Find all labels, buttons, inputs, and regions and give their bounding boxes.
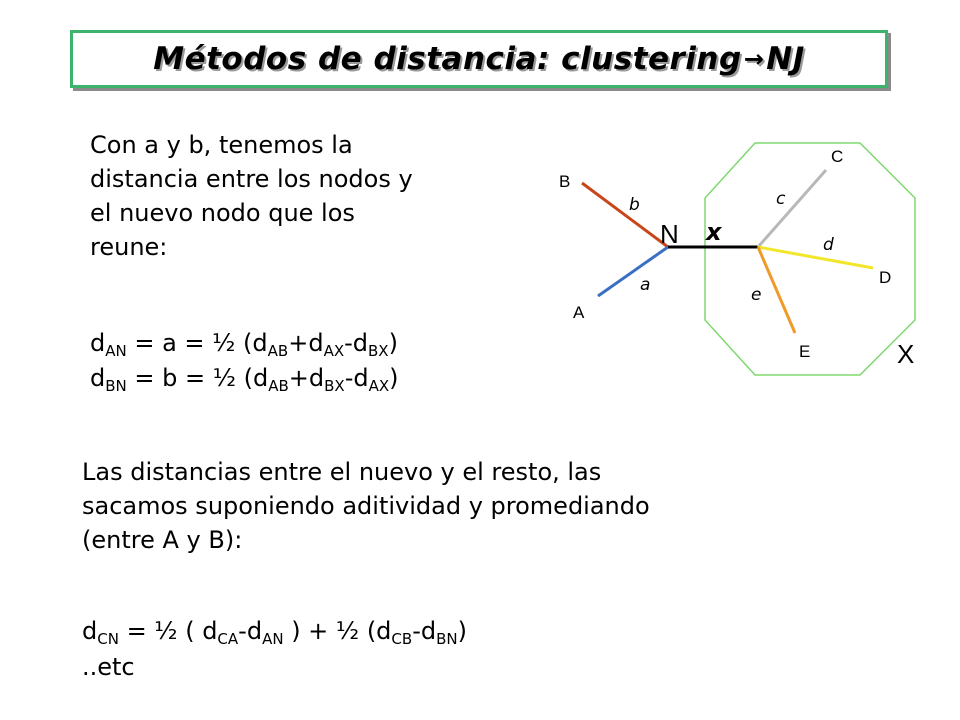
- explanation-line-3: el nuevo nodo que los: [90, 199, 355, 227]
- formula-dbn-sub-3: AX: [368, 377, 390, 395]
- cluster-x-label: X: [897, 339, 915, 369]
- formula-dcn-sub-3: CB: [391, 630, 413, 648]
- node-b-label: B: [559, 172, 571, 191]
- right-arrow-icon: →: [743, 45, 765, 73]
- formula-dan-eq: = a = ½ (d: [126, 329, 268, 357]
- etc-text: ..etc: [82, 653, 135, 681]
- formula-dan-sub-3: BX: [368, 342, 389, 360]
- formula-dan-sub-1: AB: [267, 342, 289, 360]
- node-a-label: A: [573, 303, 585, 322]
- branch-e-line: [758, 247, 795, 333]
- formula-dan-minus: -d: [344, 329, 369, 357]
- title-main: Métodos de distancia: clustering: [153, 41, 742, 77]
- formula-dbn-minus: -d: [344, 364, 369, 392]
- branch-e-label: e: [751, 285, 762, 305]
- formula-dan-sub-2: AX: [323, 342, 345, 360]
- node-c-label: C: [831, 147, 844, 166]
- formula-dbn-plus: +d: [288, 364, 325, 392]
- formula-dan-close: ): [388, 329, 398, 357]
- formula-dcn-sub-4: BN: [436, 630, 458, 648]
- formula-dbn-lhs-sub: BN: [105, 377, 127, 395]
- explanation-line-4: reune:: [90, 233, 168, 261]
- branch-b-line: [582, 183, 668, 247]
- branch-a-label: a: [640, 275, 651, 295]
- explanation-line-1: Con a y b, tenemos la: [90, 131, 353, 159]
- branch-d-label: d: [823, 235, 834, 255]
- averaging-line-2: sacamos suponiendo aditividad y promediando: [82, 492, 650, 520]
- formula-dcn-part-4: -d: [412, 617, 437, 645]
- title-suffix: NJ: [766, 41, 805, 77]
- formula-dbn-sub-1: AB: [268, 377, 289, 395]
- formula-dcn-sub-2: AN: [262, 630, 284, 648]
- formula-dcn-lhs: d: [82, 617, 98, 645]
- averaging-line-3: (entre A y B):: [82, 526, 243, 554]
- internal-node-label: N: [660, 219, 679, 249]
- formula-dcn-part-3: ) + ½ (d: [283, 617, 392, 645]
- formula-dbn-eq: = b = ½ (d: [126, 364, 269, 392]
- formula-dan-lhs-sub: AN: [105, 342, 127, 360]
- branch-c-line: [758, 170, 826, 247]
- formula-dcn-lhs-sub: CN: [97, 630, 119, 648]
- branch-b-label: b: [629, 195, 640, 215]
- branch-c-label: c: [776, 189, 786, 209]
- node-e-label: E: [799, 342, 811, 361]
- formula-dcn-part-2: -d: [238, 617, 263, 645]
- node-d-label: D: [879, 268, 892, 287]
- branch-a-line: [598, 247, 668, 296]
- branch-d-line: [758, 247, 873, 268]
- formula-dcn-part-1: = ½ ( d: [118, 617, 218, 645]
- explanation-line-2: distancia entre los nodos y: [90, 165, 413, 193]
- formula-dan-plus: +d: [288, 329, 324, 357]
- averaging-line-1: Las distancias entre el nuevo y el resto, las: [82, 458, 602, 486]
- cluster-x-outline: [705, 143, 915, 375]
- branch-x-label: x: [706, 218, 722, 246]
- formula-dcn-sub-1: CA: [217, 630, 239, 648]
- formula-dbn-close: ): [389, 364, 399, 392]
- formula-dan-lhs: d: [90, 329, 106, 357]
- formula-dbn-lhs: d: [90, 364, 106, 392]
- formula-dbn-sub-2: BX: [324, 377, 345, 395]
- formula-dcn-part-5: ): [457, 617, 467, 645]
